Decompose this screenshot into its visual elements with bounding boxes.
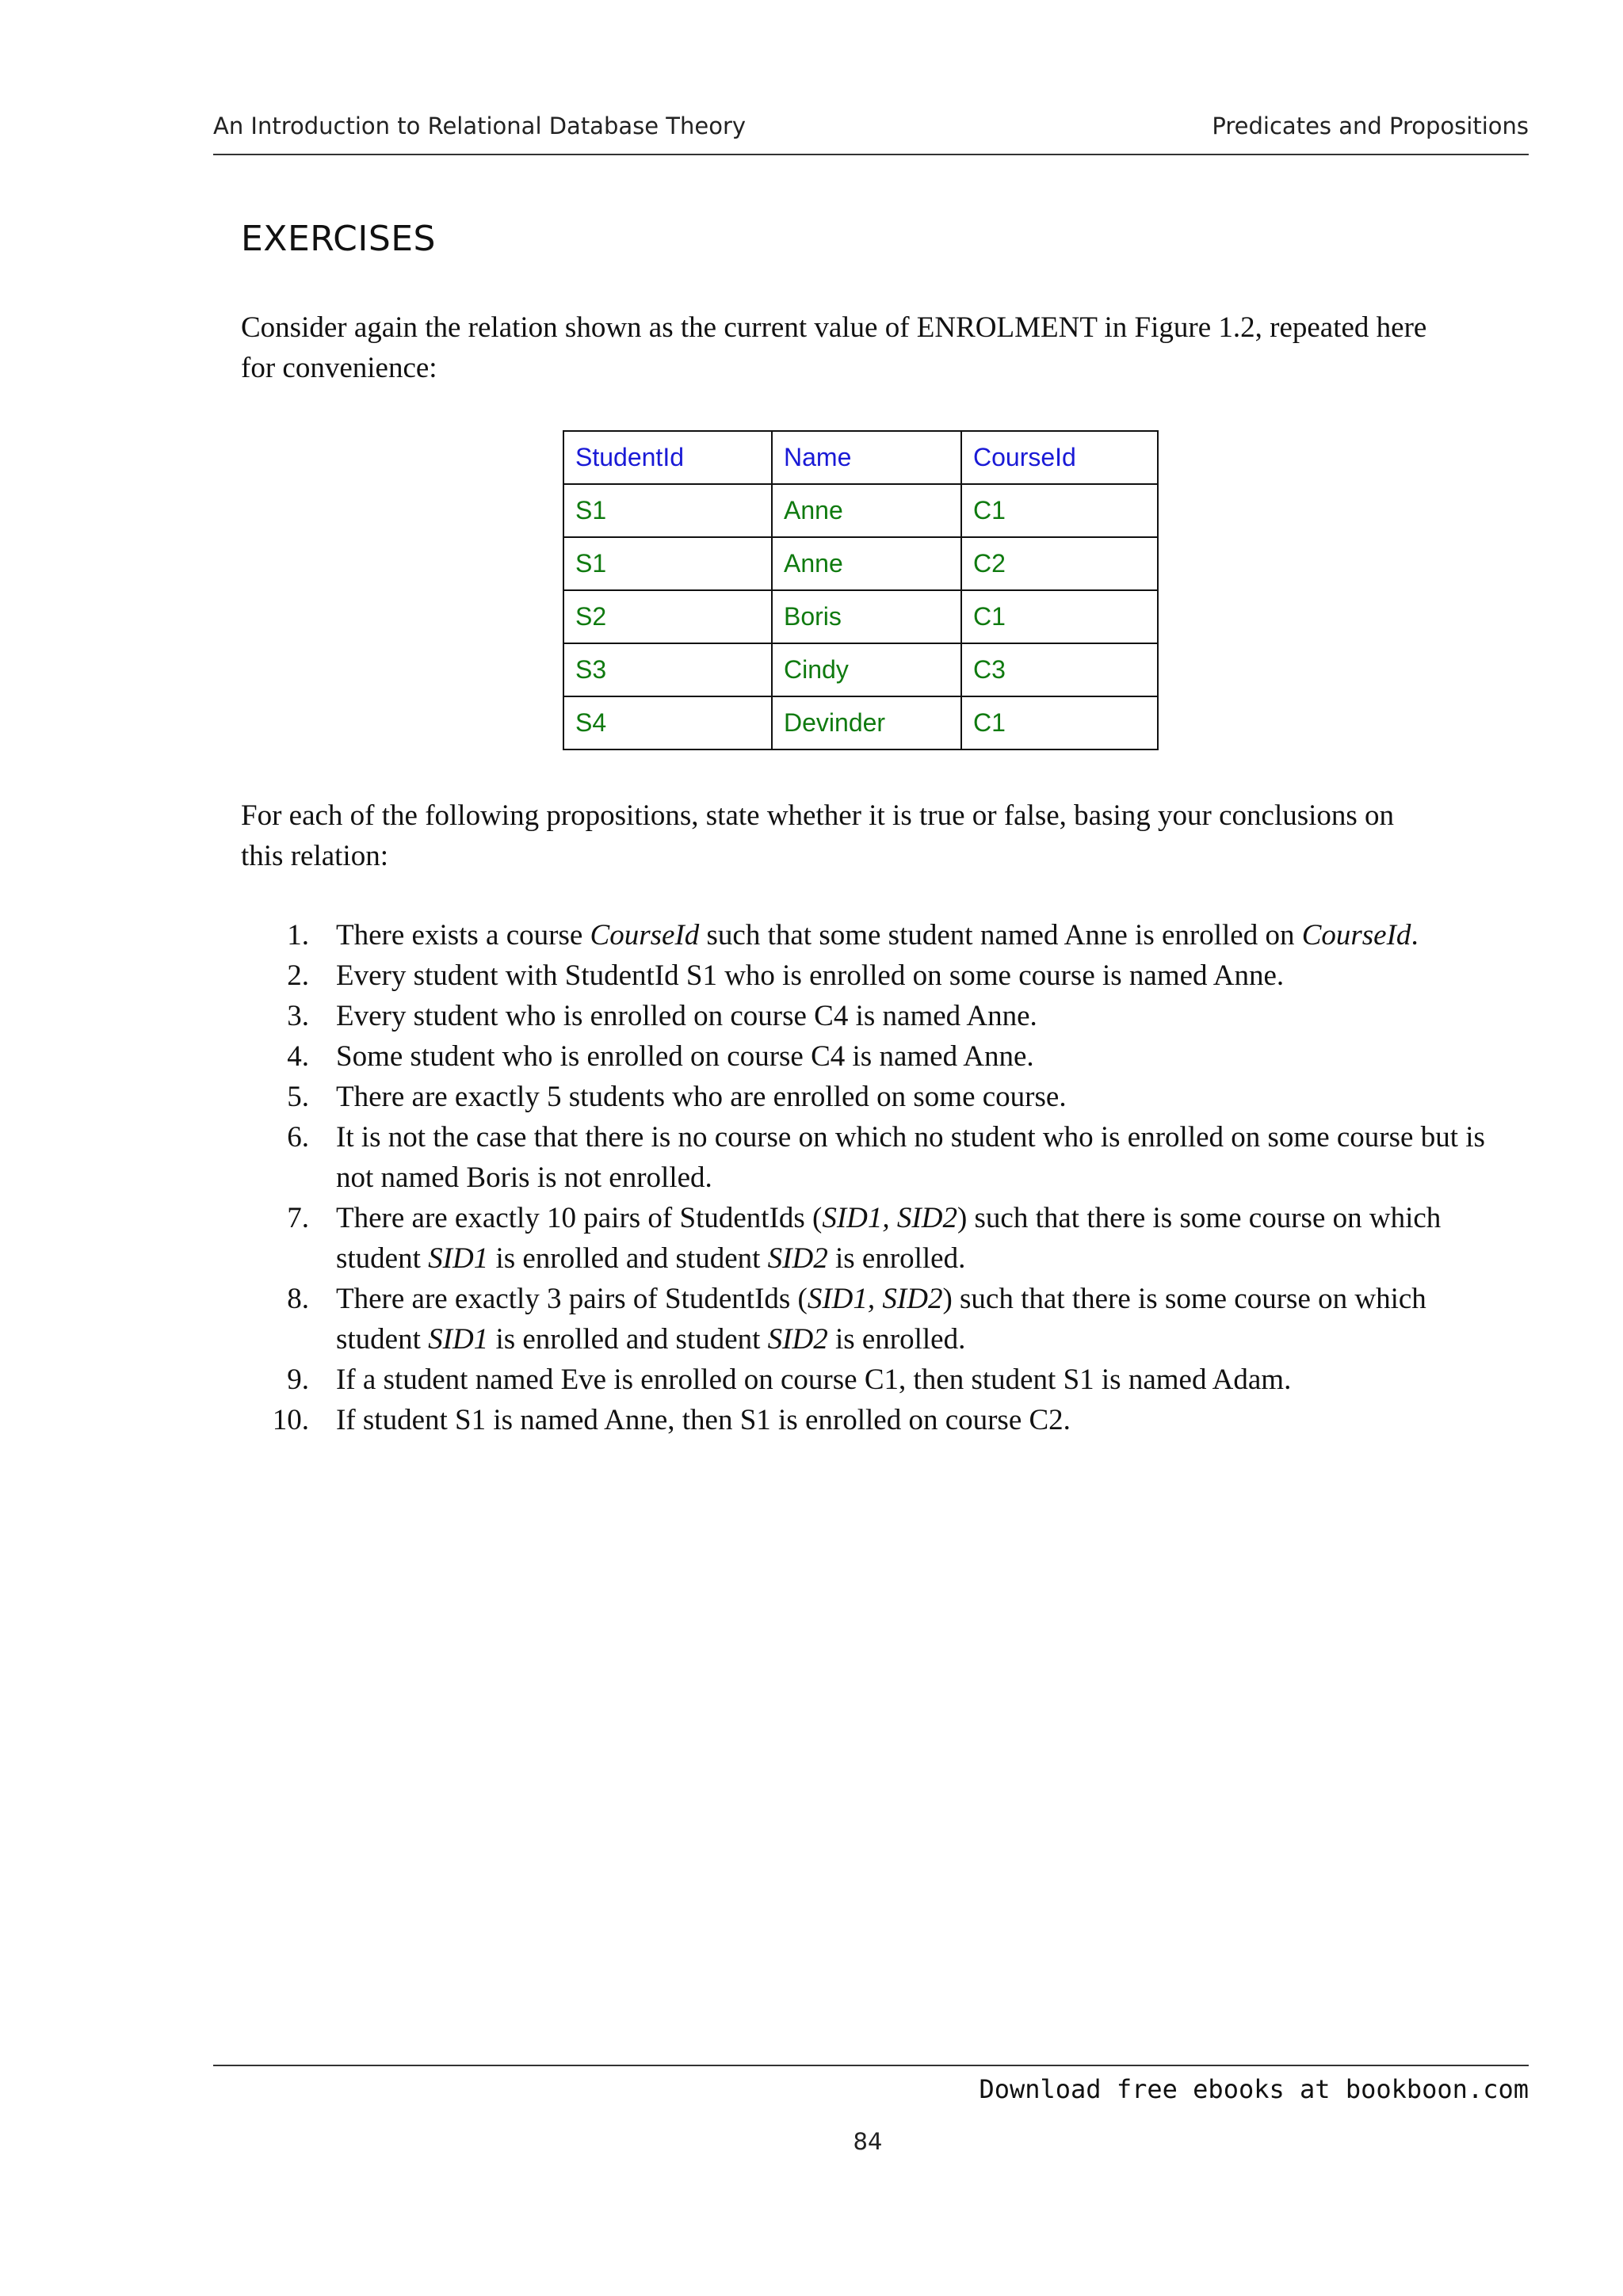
exercise-text: is enrolled and student (488, 1242, 768, 1275)
italic-term: SID1 (428, 1323, 489, 1356)
exercise-text: There are exactly 5 students who are enrolled on some course. (336, 1081, 1067, 1113)
exercise-number: 3. (287, 1000, 309, 1032)
italic-term: SID2 (767, 1242, 828, 1275)
exercise-number: 1. (287, 919, 309, 952)
table-cell: Devinder (772, 696, 961, 749)
table-cell: S3 (563, 643, 772, 696)
exercise-item (241, 1117, 1485, 1198)
table-cell: Anne (772, 484, 961, 537)
table-cell: C2 (961, 537, 1158, 590)
table-cell: C1 (961, 484, 1158, 537)
exercise-number: 2. (287, 959, 309, 992)
exercise-text: ) such that there is some course on which (942, 1283, 1426, 1315)
exercise-text: ) such that there is some course on which (957, 1202, 1442, 1234)
exercise-item (241, 1077, 1485, 1117)
section-heading: EXERCISES (241, 219, 436, 259)
chapter-title: Predicates and Propositions (1212, 113, 1529, 139)
exercise-item (241, 996, 1485, 1036)
exercise-text: is enrolled and student (488, 1323, 768, 1356)
table-row (563, 696, 1158, 749)
table-row (563, 643, 1158, 696)
instruction-paragraph (241, 795, 1477, 876)
table-cell: Anne (772, 537, 961, 590)
intro-line: Consider again the relation shown as the current value of ENROLMENT in Figure 1.2, repeated here (241, 311, 1427, 344)
intro-line: for convenience: (241, 352, 437, 384)
table-cell: C1 (961, 696, 1158, 749)
exercise-text: such that some student named Anne is enrolled on (699, 919, 1302, 952)
exercise-text: student (336, 1323, 429, 1356)
table-cell: S2 (563, 590, 772, 643)
exercise-number: 9. (287, 1363, 309, 1396)
exercise-item (241, 1279, 1485, 1360)
italic-term: SID1, SID2 (807, 1283, 943, 1315)
enrolment-relation-table (563, 430, 1159, 750)
exercise-item (241, 1400, 1485, 1440)
column-header: StudentId (563, 431, 772, 484)
table-cell: S1 (563, 537, 772, 590)
exercise-number: 4. (287, 1040, 309, 1073)
exercise-text: There are exactly 10 pairs of StudentIds ( (336, 1202, 823, 1234)
italic-term: SID1 (428, 1242, 489, 1275)
exercise-number: 6. (287, 1121, 309, 1154)
footer-divider (213, 2065, 1529, 2066)
table-body (563, 484, 1158, 749)
table-cell: Boris (772, 590, 961, 643)
table-cell: S1 (563, 484, 772, 537)
exercise-text: Some student who is enrolled on course C4 is named Anne. (336, 1040, 1034, 1073)
exercise-text: If student S1 is named Anne, then S1 is enrolled on course C2. (336, 1404, 1071, 1436)
download-link-text: Download free ebooks at bookboon.com (979, 2074, 1529, 2104)
exercise-text: not named Boris is not enrolled. (336, 1161, 712, 1194)
running-header (213, 109, 1529, 155)
instruction-line: For each of the following propositions, state whether it is true or false, basing your conclusions on (241, 799, 1395, 832)
intro-paragraph (241, 307, 1477, 388)
table-row (563, 537, 1158, 590)
table-row (563, 484, 1158, 537)
exercise-number: 10. (272, 1404, 309, 1436)
exercise-item (241, 915, 1485, 955)
exercise-item (241, 955, 1485, 996)
exercise-text: It is not the case that there is no course on which no student who is enrolled on some course but is (336, 1121, 1485, 1154)
book-title: An Introduction to Relational Database Theory (213, 113, 747, 139)
exercise-text: If a student named Eve is enrolled on course C1, then student S1 is named Adam. (336, 1363, 1292, 1396)
table-cell: Cindy (772, 643, 961, 696)
exercise-item (241, 1036, 1485, 1077)
italic-term: CourseId (590, 919, 700, 952)
table-cell: C1 (961, 590, 1158, 643)
exercise-number: 5. (287, 1081, 309, 1113)
italic-term: SID2 (767, 1323, 828, 1356)
italic-term: SID1, SID2 (822, 1202, 957, 1234)
italic-term: CourseId (1301, 919, 1411, 952)
exercise-text: is enrolled. (827, 1242, 966, 1275)
table-row (563, 590, 1158, 643)
exercise-item (241, 1360, 1485, 1400)
exercise-text: Every student who is enrolled on course C4 is named Anne. (336, 1000, 1037, 1032)
exercise-number: 7. (287, 1202, 309, 1234)
exercise-number: 8. (287, 1283, 309, 1315)
exercise-text: Every student with StudentId S1 who is enrolled on some course is named Anne. (336, 959, 1285, 992)
instruction-line: this relation: (241, 840, 388, 872)
exercise-item (241, 1198, 1485, 1279)
table-cell: S4 (563, 696, 772, 749)
exercise-text: student (336, 1242, 429, 1275)
exercise-list (241, 915, 1485, 1440)
exercise-text: There exists a course (336, 919, 590, 952)
table-header-row (563, 431, 1158, 484)
exercise-text: There are exactly 3 pairs of StudentIds ( (336, 1283, 808, 1315)
table-cell: C3 (961, 643, 1158, 696)
exercise-text: is enrolled. (827, 1323, 966, 1356)
page-number: 84 (853, 2128, 883, 2155)
exercise-text: . (1411, 919, 1419, 952)
column-header: Name (772, 431, 961, 484)
column-header: CourseId (961, 431, 1158, 484)
